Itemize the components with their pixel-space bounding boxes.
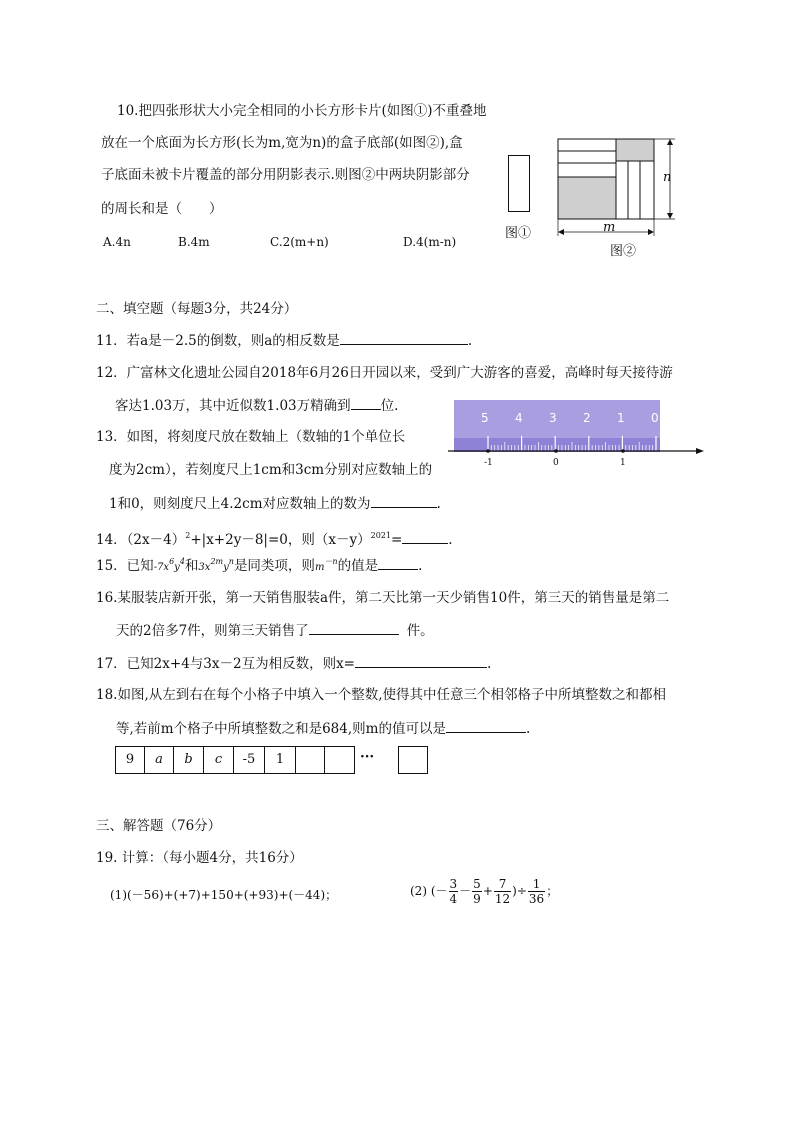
q17-text: 17．已知2x+4与3x－2互为相反数，则x=: [96, 656, 355, 672]
number-line-arrow: [696, 448, 704, 454]
q15-part-c: 的值是: [337, 558, 379, 574]
q14-end: .: [448, 532, 453, 548]
q19-part2-label: (2): [410, 884, 427, 898]
ruler-label-1: 1: [617, 411, 625, 425]
q14-exp1: 2: [185, 531, 191, 540]
fig1-card: [508, 155, 530, 212]
axis-point-0: [554, 449, 558, 453]
fig2-dim-n: n: [663, 170, 672, 185]
q13-answer-blank[interactable]: [371, 494, 437, 508]
fig2-shade-bottom: [558, 177, 616, 219]
axis-label-0: 0: [553, 458, 559, 468]
q18-cell-1: 9: [115, 746, 145, 774]
q19-fraction-4: $\frac{1}{36}$: [528, 877, 545, 906]
q16-answer-blank[interactable]: [309, 621, 399, 635]
q15-expr: $m^{-n}$: [314, 557, 338, 573]
section3-title: 三、解答题（76分）: [96, 818, 222, 834]
q18-cell-m: [398, 746, 428, 774]
q15-and: 和: [184, 558, 199, 574]
q13-line1: 13．如图，将刻度尺放在数轴上（数轴的1个单位长: [96, 429, 406, 445]
q19-fraction-1: $\frac{3}{4}$: [449, 877, 458, 906]
ruler-label-2: 2: [583, 411, 591, 425]
fig2-diagram: [550, 132, 690, 257]
q19-fraction-2: $\frac{5}{9}$: [473, 877, 481, 906]
q13-line2: 度为2cm），若刻度尺上1cm和3cm分别对应数轴上的: [109, 462, 433, 478]
q12-line1: 12．广富林文化遗址公园自2018年6月26日开园以来，受到广大游客的喜爱，高峰时每天接待游: [96, 365, 673, 381]
q19-plus: +: [482, 884, 493, 898]
q18-answer-blank[interactable]: [446, 719, 526, 733]
q13-end: .: [436, 496, 441, 512]
q12-end: 位.: [380, 398, 399, 414]
axis-label-neg1: -1: [484, 458, 493, 468]
fig1-label: 图①: [505, 226, 532, 241]
q14-exp2: 2021: [370, 531, 391, 540]
q17: [96, 654, 491, 673]
fig2-label: 图②: [610, 244, 637, 259]
q18-cell-4: c: [203, 746, 234, 774]
q16-end: 件。: [406, 623, 434, 639]
q11-answer-blank[interactable]: [340, 331, 468, 345]
q13-text: 1和0，则刻度尺上4.2cm对应数轴上的数为: [109, 496, 371, 512]
q18-ellipsis: ···: [360, 749, 375, 765]
axis-point-neg1: [486, 449, 490, 453]
q17-end: .: [487, 656, 492, 672]
q19-minus-1: －: [459, 884, 472, 898]
q10-option-a: A.4n: [103, 235, 131, 249]
q18-cell-5: -5: [233, 746, 265, 774]
q15-answer-blank[interactable]: [378, 556, 418, 570]
axis-label-1: 1: [620, 458, 626, 468]
q13-line3: [109, 494, 441, 513]
q18-cell-2: a: [144, 746, 174, 774]
q18-cell-3: b: [173, 746, 204, 774]
ruler-label-4: 4: [515, 411, 523, 425]
q15-end: .: [418, 558, 423, 574]
q12-text: 客达1.03万，其中近似数1.03万精确到: [115, 398, 351, 414]
axis-point-1: [621, 449, 625, 453]
q11-end: .: [467, 333, 473, 349]
q19-close-divide: )÷: [512, 884, 527, 898]
q14-answer-blank[interactable]: [402, 530, 448, 544]
q15: [96, 553, 422, 577]
fig2-shade-top: [616, 139, 654, 161]
q10-option-d: D.4(m-n): [403, 235, 457, 249]
ruler-label-5: 5: [481, 411, 489, 425]
q15-part-a: 15．已知: [96, 558, 154, 574]
q18-text: 等,若前m个格子中所填整数之和是684,则m的值可以是: [116, 721, 446, 737]
q11: [96, 331, 472, 350]
q14-part-c: =: [390, 532, 403, 548]
q19-part2-open: (－: [430, 884, 448, 898]
q14-part-b: +|x+2y－8|=0，则（x－y）: [190, 532, 371, 548]
q19-part2-end: ；: [546, 884, 559, 898]
q15-term1: $-7x^6y^4$: [153, 557, 185, 573]
q10-line2: 放在一个底面为长方形(长为m,宽为n)的盒子底部(如图②),盒: [101, 135, 463, 151]
q14: [96, 527, 453, 549]
q19-part1: (1)(－56)+(+7)+150+(+93)+(－44)；: [110, 888, 338, 902]
q10-option-b: B.4m: [178, 235, 210, 249]
q18-cell-8: [324, 746, 355, 774]
q18-line2: [116, 719, 530, 738]
q10-option-c: C.2(m+n): [270, 235, 329, 249]
q10-line4: 的周长和是（ ）: [101, 201, 223, 217]
q19-part2: [410, 877, 558, 906]
q11-text: 11．若a是－2.5的倒数，则a的相反数是: [96, 333, 340, 349]
q12-answer-blank[interactable]: [351, 396, 381, 410]
q17-answer-blank[interactable]: [355, 654, 487, 668]
q10-line1: 10.把四张形状大小完全相同的小长方形卡片(如图①)不重叠地: [117, 103, 487, 119]
q18-cell-7: [295, 746, 325, 774]
q19-title: 19. 计算：（每小题4分，共16分）: [96, 850, 303, 866]
ruler-label-0: 0: [651, 411, 659, 425]
q15-part-b: 是同类项，则: [233, 558, 315, 574]
q19-fraction-3: $\frac{7}{12}$: [494, 877, 511, 906]
q10-line3: 子底面未被卡片覆盖的部分用阴影表示.则图②中两块阴影部分: [101, 167, 470, 183]
fig2-dim-m: m: [603, 220, 616, 235]
q18-end: .: [525, 721, 531, 737]
q12-line2: [115, 396, 398, 415]
q16-line1: 16.某服装店新开张，第一天销售服装a件，第二天比第一天少销售10件，第三天的销售量是第二: [96, 590, 670, 606]
q18-line1: 18.如图,从左到右在每个小格子中填入一个整数,使得其中任意三个相邻格子中所填整数之和都相: [96, 687, 667, 703]
q14-part-a: 14．（2x－4）: [96, 532, 186, 548]
q16-line2: [116, 621, 434, 640]
section2-title: 二、填空题（每题3分，共24分）: [96, 301, 298, 317]
q16-text: 天的2倍多7件，则第三天销售了: [116, 623, 309, 639]
ruler-label-3: 3: [549, 411, 557, 425]
q18-cell-6: 1: [264, 746, 296, 774]
q15-term2: $3x^{2m}y^n$: [198, 557, 234, 573]
